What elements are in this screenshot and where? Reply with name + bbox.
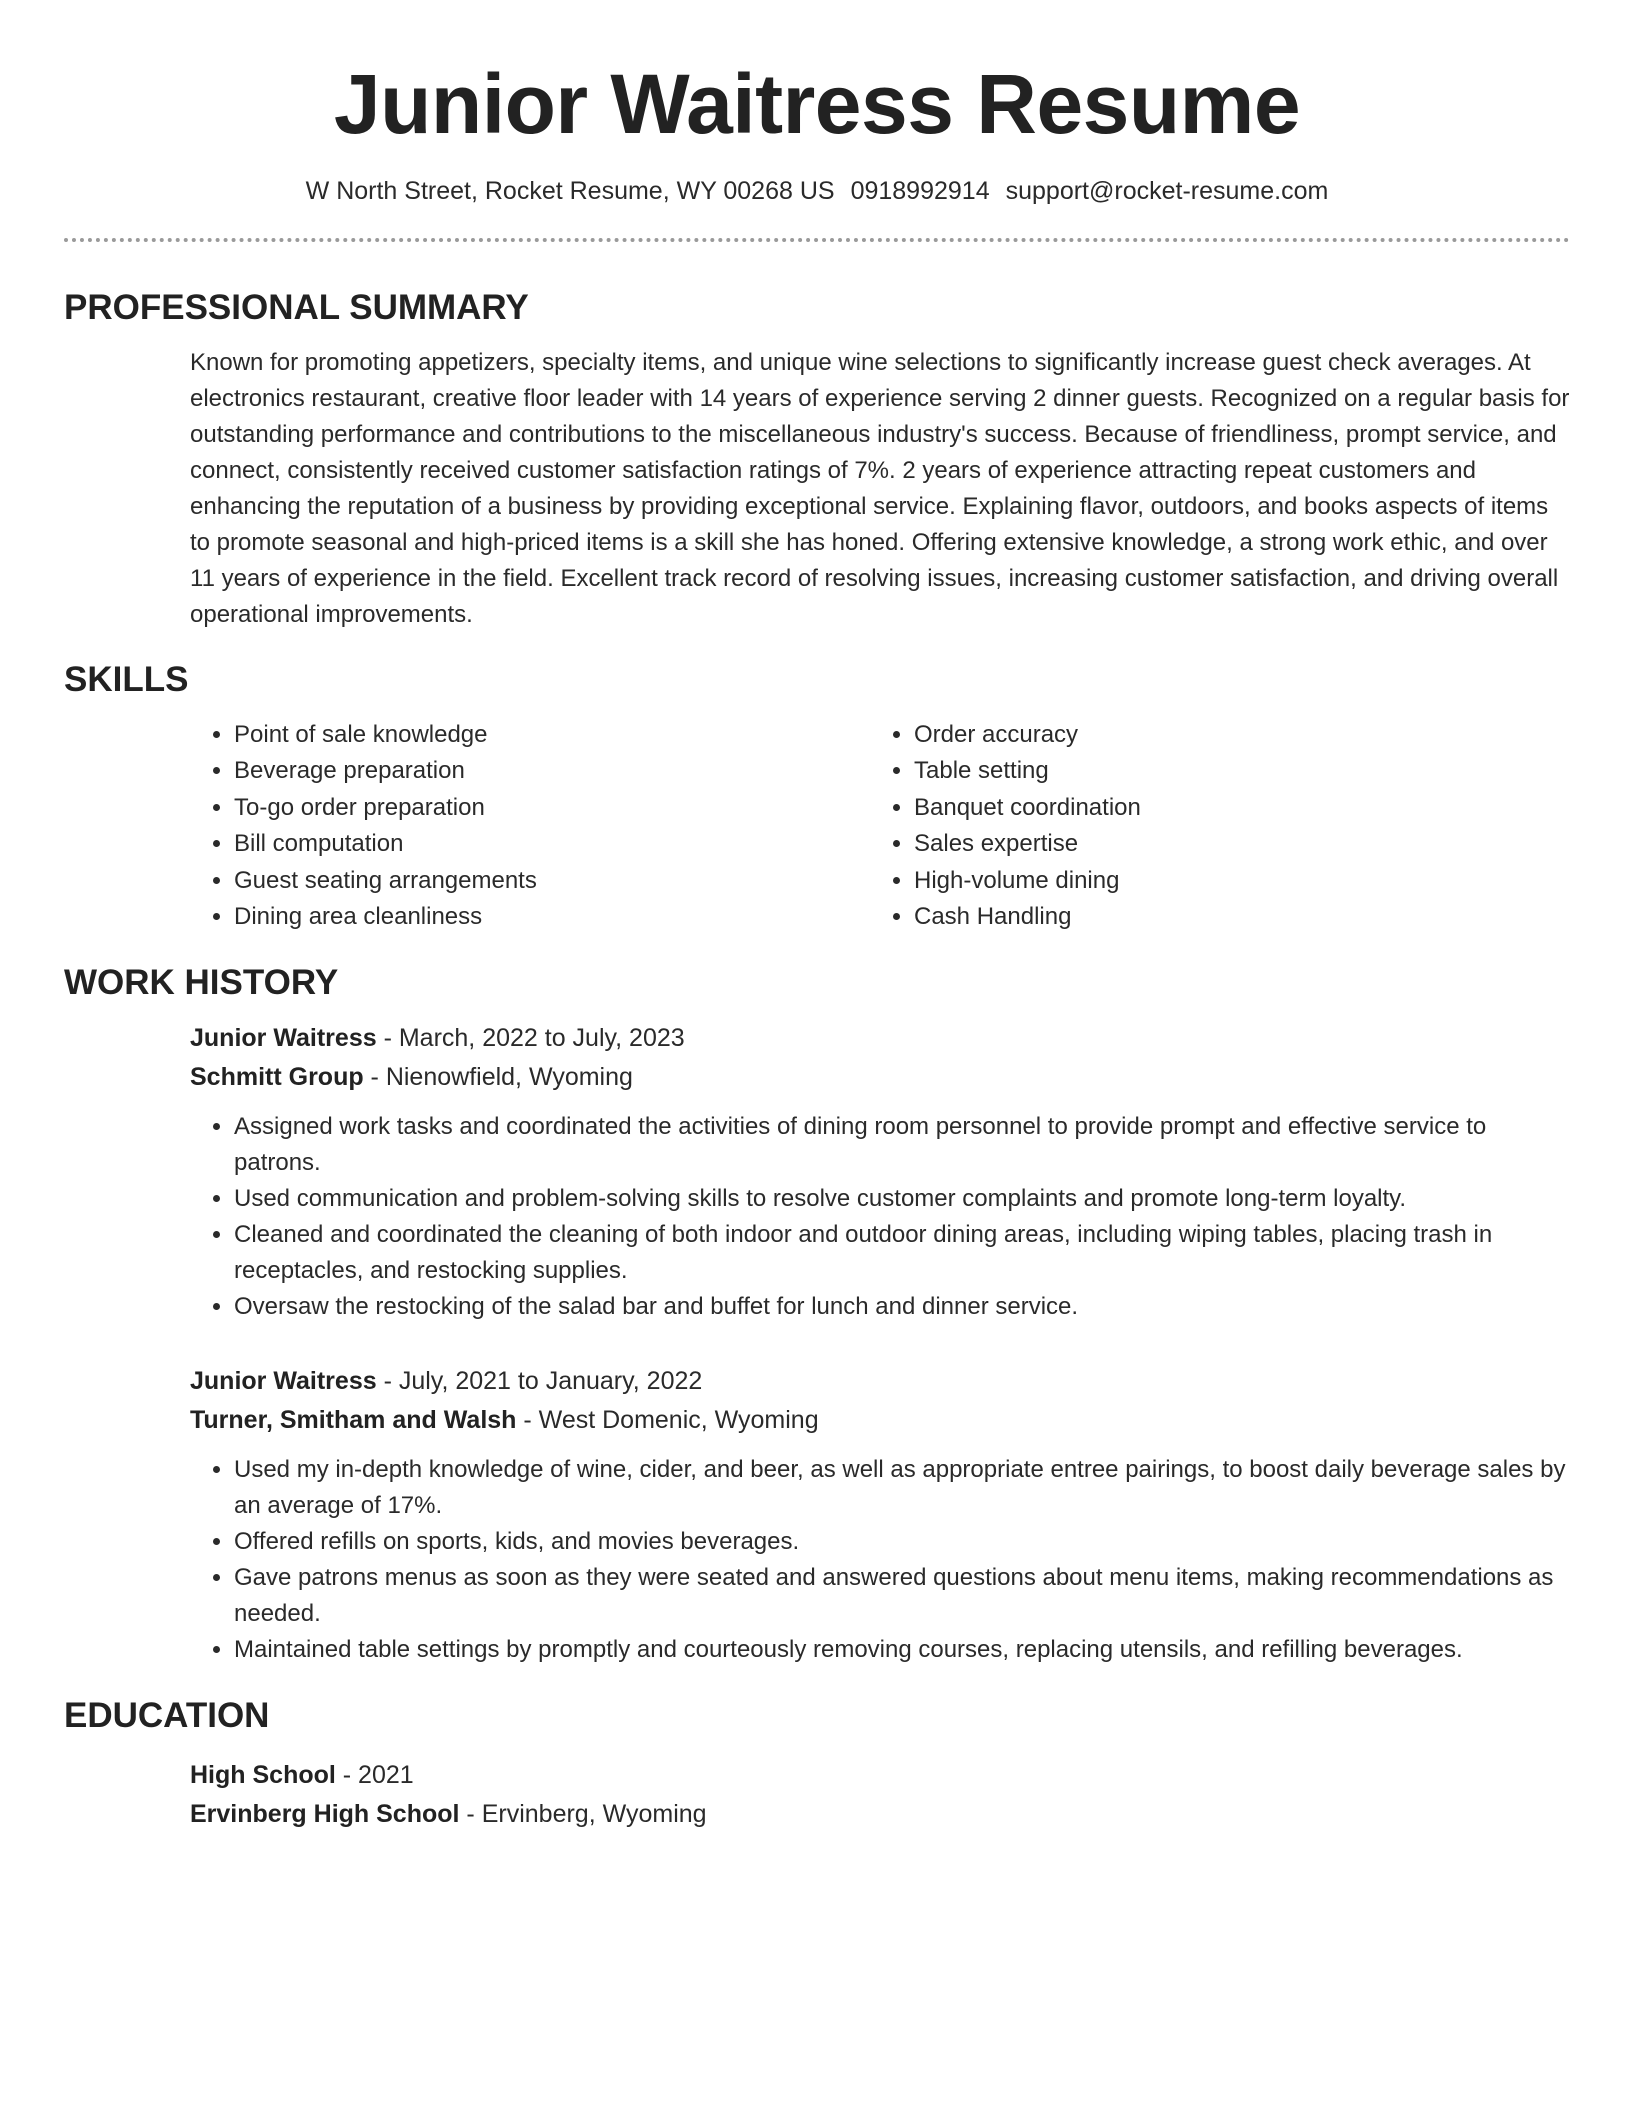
job-company: Schmitt Group [190,1063,364,1092]
job-company-line [190,1058,1570,1097]
skill-item: • High-volume dining [914,863,1550,899]
section-title-work-history: WORK HISTORY [64,963,339,1003]
resume-page [64,0,1570,1834]
job-dates: - March, 2022 to July, 2023 [376,1024,685,1053]
job-bullet: • Cleaned and coordinated the cleaning of both indoor and outdoor dining areas, including wiping tables, placing trash in receptacles, and restocking supplies. [234,1217,1570,1289]
job-role-line [190,1019,1570,1058]
contact-line [64,174,1570,208]
header-divider [64,238,1570,242]
job-bullet: • Used communication and problem-solving skills to resolve customer complaints and promote long-term loyalty. [234,1181,1570,1217]
job-bullet: • Assigned work tasks and coordinated the activities of dining room personnel to provide prompt and effective service to patrons. [234,1109,1570,1181]
contact-email: support@rocket-resume.com [1005,177,1329,205]
job-entry [190,1019,1570,1325]
skill-item: • To-go order preparation [234,790,870,826]
job-dates: - July, 2021 to January, 2022 [376,1367,703,1396]
job-company: Turner, Smitham and Walsh [190,1406,517,1435]
education-degree-line [190,1756,1570,1795]
section-title-summary: PROFESSIONAL SUMMARY [64,288,529,327]
education-location: - Ervinberg, Wyoming [459,1800,707,1829]
contact-phone: 0918992914 [850,177,990,205]
skill-item: • Guest seating arrangements [234,863,870,899]
job-bullet: • Gave patrons menus as soon as they were seated and answered questions about menu items, making recommendations as needed. [234,1560,1570,1632]
contact-address: W North Street, Rocket Resume, WY 00268 US [305,177,835,205]
skills-list [190,717,1570,935]
summary-text: Known for promoting appetizers, specialty items, and unique wine selections to significantly increase guest check averages. At electronics restaurant, creative floor leader with 14 years of experience serving 2 dinner guests. Recognized on a regular basis for outstanding performance and contributions to the miscellaneous industry's success. Because of friendliness, prompt service, and connect, consistently received customer satisfaction ratings of 7%. 2 years of experience attracting repeat customers and enhancing the reputation of a business by providing exceptional service. Explaining flavor, outdoors, and books aspects of items to promote seasonal and high-priced items is a skill she has honed. Offering extensive knowledge, a strong work ethic, and over 11 years of experience in the field. Excellent track record of resolving issues, increasing customer satisfaction, and driving overall operational improvements. [190,349,1570,628]
skill-item: • Table setting [914,753,1550,789]
job-bullet: • Maintained table settings by promptly and courteously removing courses, replacing utensils, and refilling beverages. [234,1632,1570,1668]
job-role: Junior Waitress [190,1024,377,1053]
job-bullet: • Offered refills on sports, kids, and movies beverages. [234,1524,1570,1560]
job-location: - Nienowfield, Wyoming [363,1063,633,1092]
skill-item: • Order accuracy [914,717,1550,753]
skill-item: • Bill computation [234,826,870,862]
job-bullets [190,1452,1570,1668]
skill-item: • Beverage preparation [234,753,870,789]
education-school-line [190,1795,1570,1834]
education-school: Ervinberg High School [190,1800,460,1829]
job-bullet: • Oversaw the restocking of the salad bar and buffet for lunch and dinner service. [234,1289,1570,1325]
job-bullets [190,1109,1570,1325]
education-entry [190,1756,1570,1834]
education-year: - 2021 [335,1761,414,1790]
skill-item: • Point of sale knowledge [234,717,870,753]
resume-title: Junior Waitress Resume [333,57,1301,151]
education-degree: High School [190,1761,336,1790]
skill-item: • Banquet coordination [914,790,1550,826]
section-title-skills: SKILLS [64,660,189,699]
skills-column-right [870,717,1550,935]
section-title-education: EDUCATION [64,1696,270,1736]
skill-item: • Sales expertise [914,826,1550,862]
job-role-line [190,1362,1570,1401]
job-entry [190,1362,1570,1668]
job-role: Junior Waitress [190,1367,377,1396]
skill-item: • Dining area cleanliness [234,899,870,935]
skill-item: • Cash Handling [914,899,1550,935]
job-bullet: • Used my in-depth knowledge of wine, cider, and beer, as well as appropriate entree pairings, to boost daily beverage sales by an average of 17%. [234,1452,1570,1524]
job-company-line [190,1401,1570,1440]
skills-column-left [190,717,870,935]
job-location: - West Domenic, Wyoming [516,1406,819,1435]
